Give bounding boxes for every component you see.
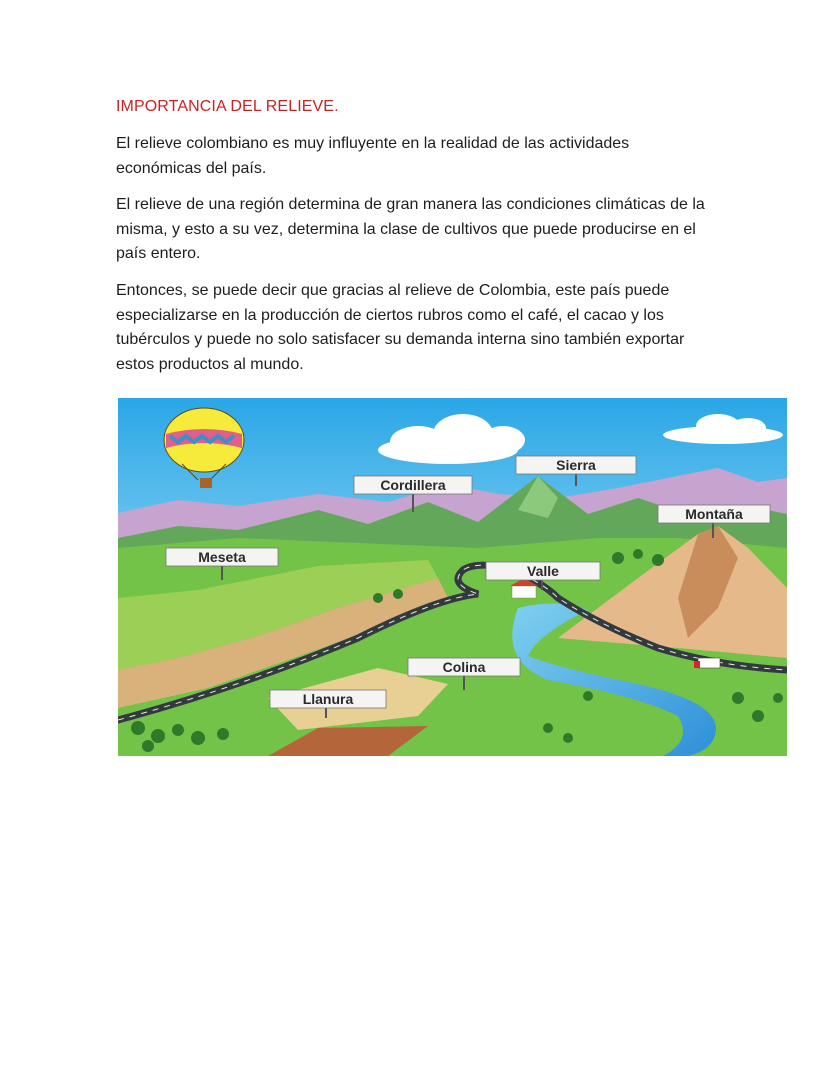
label-llanura-text: Llanura — [302, 691, 354, 707]
label-colina-text: Colina — [442, 659, 486, 675]
paragraph-1: El relieve colombiano es muy influyente en la realidad de las actividades económicas del país. — [116, 135, 630, 177]
relief-illustration — [118, 398, 787, 756]
label-cordillera-text: Cordillera — [380, 477, 446, 493]
paragraph-2: El relieve de una región determina de gran manera las condiciones climáticas de la misma, y esto a su vez, determina la clase de cultivos que puede producirse en el país entero. — [116, 196, 705, 262]
label-sierra-text: Sierra — [556, 457, 596, 473]
label-valle-text: Valle — [527, 563, 559, 579]
paragraph-3: Entonces, se puede decir que gracias al relieve de Colombia, este país puede especializarse en la producción de ciertos rubros como el café, el cacao y los tubérculos y puede no solo satisfacer su demanda interna sino también exportar estos productos al mundo. — [116, 282, 685, 373]
truck-icon — [694, 658, 720, 668]
page-heading: IMPORTANCIA DEL RELIEVE. — [116, 98, 339, 115]
label-montana-text: Montaña — [685, 506, 743, 522]
label-meseta-text: Meseta — [198, 549, 246, 565]
